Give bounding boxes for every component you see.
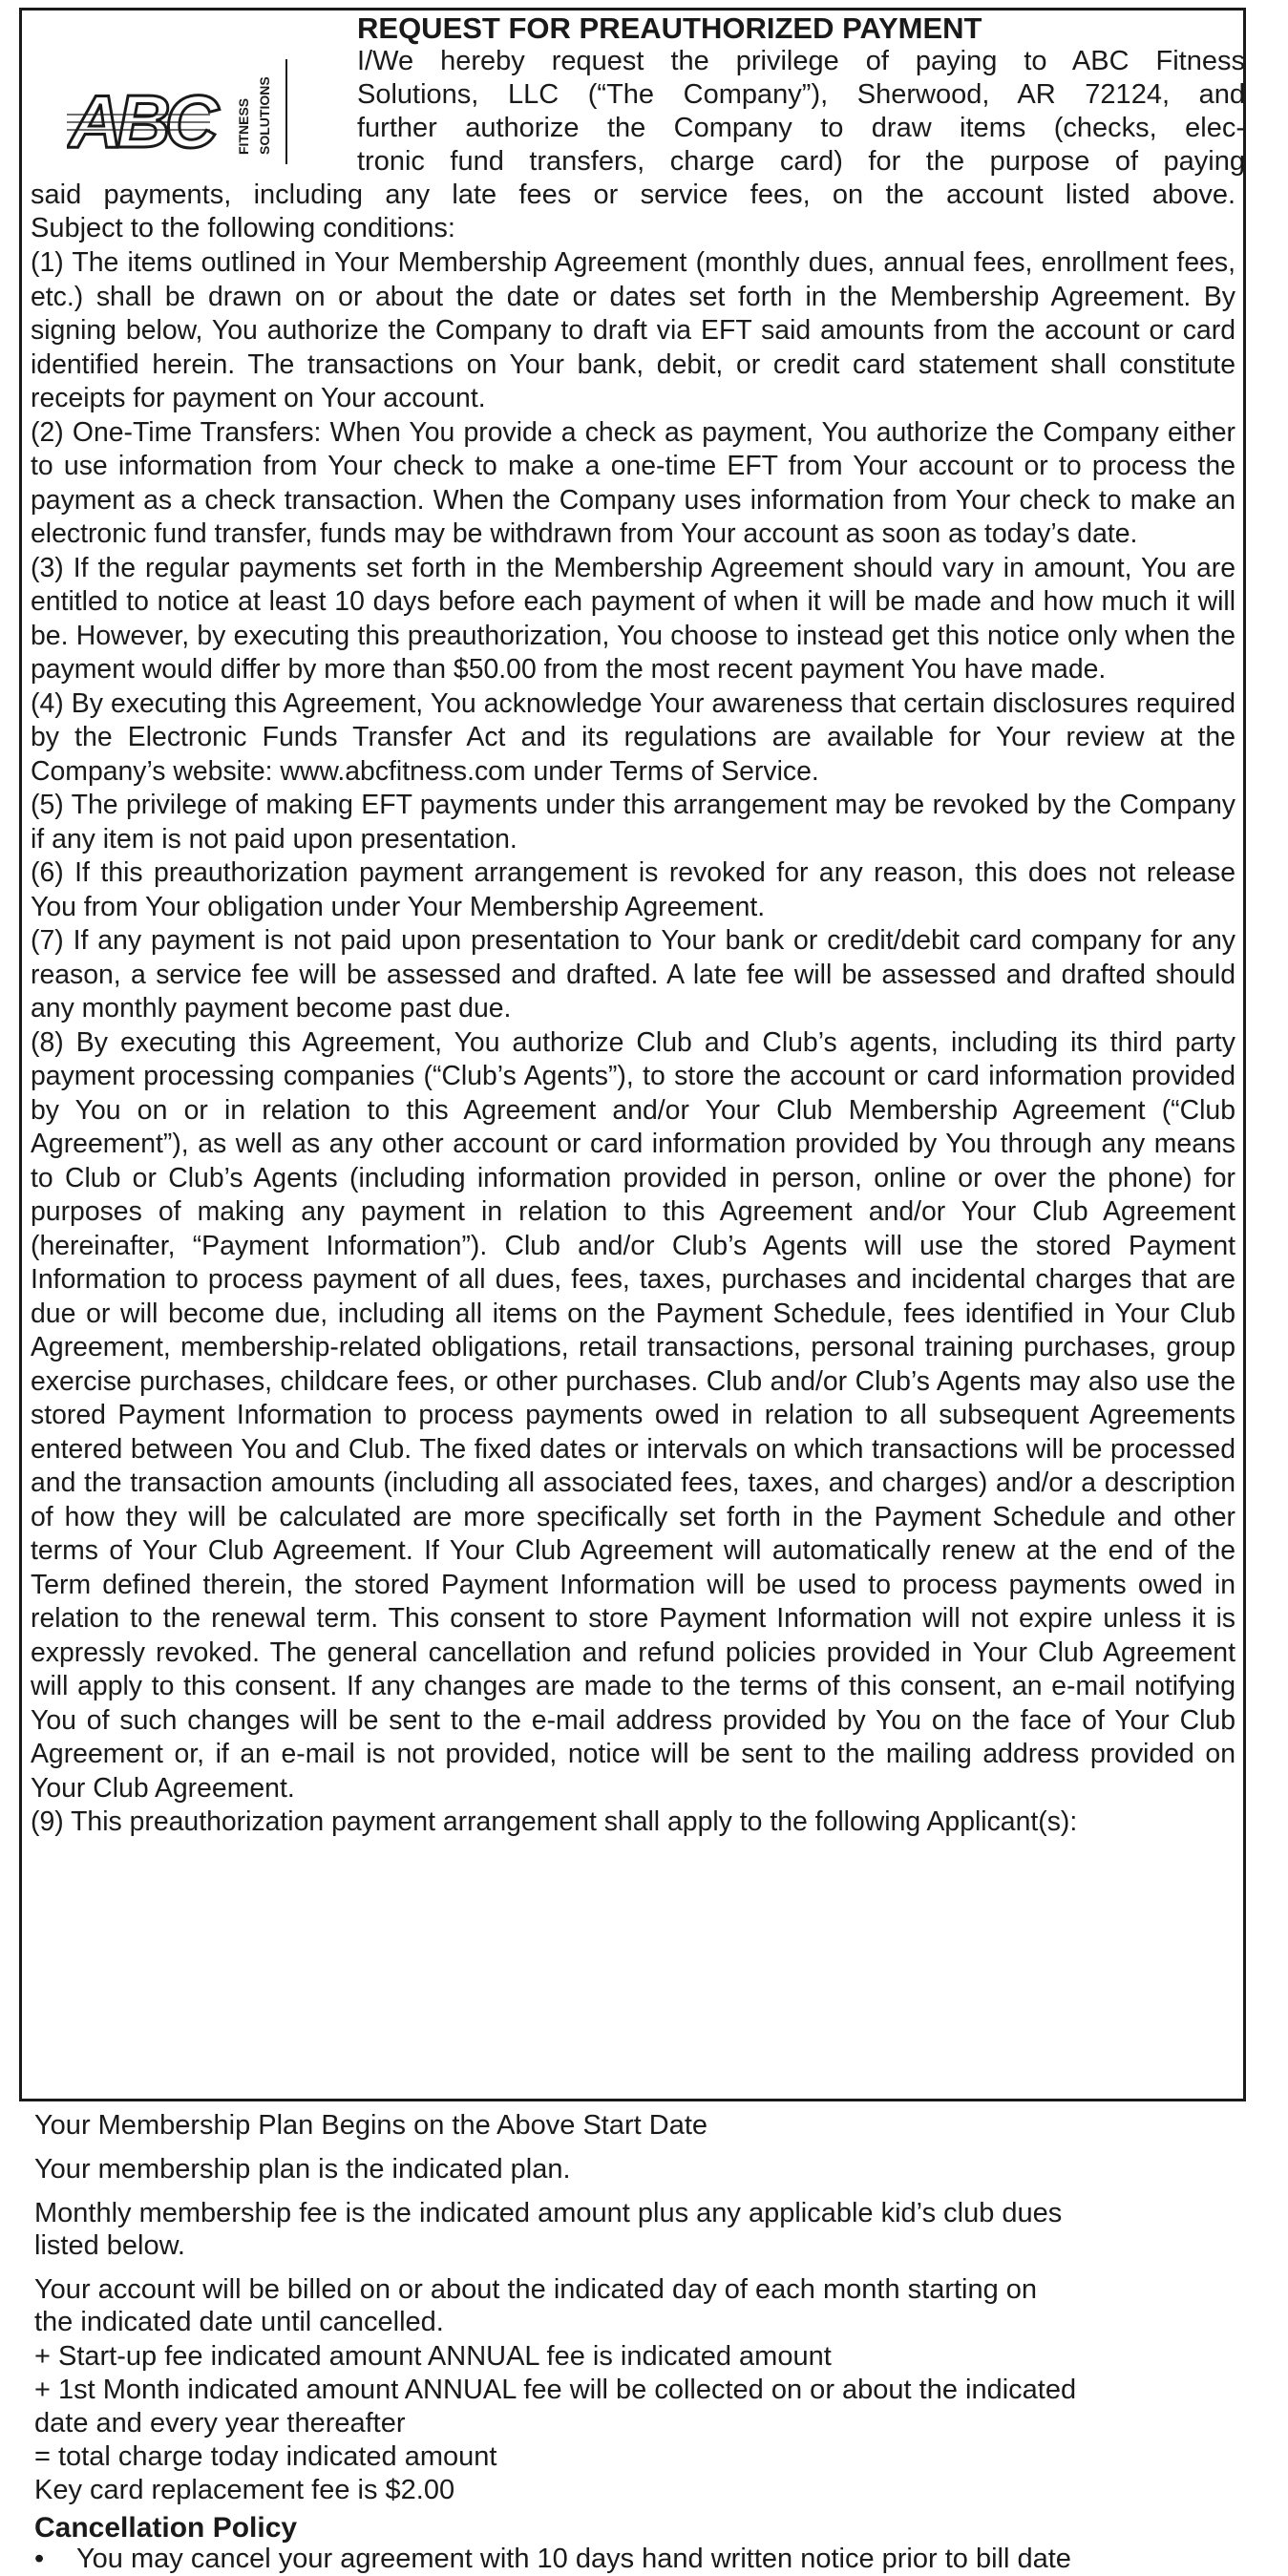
cancellation-item-1 — [34, 2544, 1247, 2575]
logo-side-line-1: FITNESS — [236, 97, 251, 155]
cancellation-item-text: You may cancel your agreement with 10 days hand written notice prior to bill date — [76, 2544, 1071, 2574]
membership-line-11: Key card replacement fee is $2.00 — [34, 2475, 455, 2505]
membership-line-10: = total charge today indicated amount — [34, 2441, 497, 2472]
condition-8: (8) By executing this Agreement, You authorize Club and Club’s agents, including its third party payment processing companies (“Club’s Agents”), to store the account or card information provided by You on or in relation to this Agreement and/or Your Club Membership Agreement (“Club Agreement”), as well as any other account or card information provided by You through any means to Club or Club’s Agents (including information provided in person, online or over the phone) for purposes of making any payment in relation to this Agreement and/or Your Club Agreement (hereinafter, “Payment Information”). Club and/or Club’s Agents will use the stored Payment Information to process payment of all dues, fees, taxes, purchases and incidental charges that are due or will become due, including all items on the Payment Schedule, fees identified in Your Club Agreement, membership-related obligations, retail transactions, personal training purchases, group exercise purchases, childcare fees, or other purchases. Club and/or Club’s Agents may also use the stored Payment Information to process payments owed in relation to all subsequent Agreements entered between You and Club. The fixed dates or intervals on which transactions will be processed and the transaction amounts (including all associated fees, taxes, and charges) and/or a description of how they will be calculated are more specifically set forth in the Payment Schedule and other terms of Your Club Agreement. If Your Club Agreement will automatically renew at the end of the Term defined therein, the stored Payment Information will be used to process payments owed in relation to the renewal term. This consent to store Payment Information will not expire unless it is expressly revoked. The general cancellation and refund policies provided in Your Club Agreement will apply to this consent. If any changes are made to the terms of this consent, an e-mail notifying You of such changes will be sent to the e-mail address provided by You on the face of Your Club Agreement or, if an e-mail is not provided, notice will be sent to the mailing address provided on Your Club Agreement. — [31, 1026, 1235, 1804]
bullet-icon: • — [34, 2544, 45, 2574]
condition-1: (1) The items outlined in Your Membership Agreement (monthly dues, annual fees, enrollment fees, etc.) shall be drawn on or about the date or dates set forth in the Membership Agreement. By signing below, You authorize the Company to draft via EFT said amounts from the account or card identified herein. The transactions on Your bank, debit, or credit card statement shall constitute receipts for payment on Your account. — [31, 247, 1235, 413]
cancellation-heading: Cancellation Policy — [34, 2512, 298, 2544]
condition-5: (5) The privilege of making EFT payments under this arrangement may be revoked by the Company if any item is not paid upon presentation. — [31, 790, 1235, 855]
conditions-heading: Subject to the following conditions: — [31, 213, 455, 243]
form-title: REQUEST FOR PREAUTHORIZED PAYMENT — [357, 11, 982, 45]
logo-wordmark: ABC — [69, 79, 213, 163]
intro-line-2: Solutions, LLC (“The Company”), Sherwood, AR 72124, and — [357, 79, 1245, 110]
membership-line-4: listed below. — [34, 2230, 185, 2261]
logo-side-line-2: SOLUTIONS — [257, 76, 272, 155]
membership-line-1: Your Membership Plan Begins on the Above Start Date — [34, 2110, 708, 2141]
membership-line-5: Your account will be billed on or about the indicated day of each month starting on — [34, 2274, 1038, 2305]
condition-4: (4) By executing this Agreement, You acknowledge Your awareness that certain disclosures required by the Electronic Funds Transfer Act and its regulations are available for Your review at the Company’s website: www.abcfitness.com under Terms of Service. — [31, 687, 1235, 787]
membership-line-2: Your membership plan is the indicated plan. — [34, 2154, 571, 2185]
membership-line-3: Monthly membership fee is the indicated amount plus any applicable kid’s club dues — [34, 2198, 1063, 2228]
intro-line-4: tronic fund transfers, charge card) for the purpose of paying — [357, 146, 1245, 177]
condition-2: (2) One-Time Transfers: When You provide a check as payment, You authorize the Company either to use information from Your check to make a one-time EFT from Your account or to process the payment as a check transaction. When the Company uses information from Your check to make an electronic fund transfer, funds may be withdrawn from Your account as soon as today’s date. — [31, 416, 1235, 549]
membership-line-7: + Start-up fee indicated amount ANNUAL fee is indicated amount — [34, 2341, 832, 2372]
membership-line-8: + 1st Month indicated amount ANNUAL fee will be collected on or about the indicated — [34, 2375, 1077, 2405]
condition-9: (9) This preauthorization payment arrangement shall apply to the following Applicant(s): — [31, 1806, 1078, 1837]
abc-fitness-logo — [67, 55, 323, 168]
condition-6: (6) If this preauthorization payment arrangement is revoked for any reason, this does not release You from Your obligation under Your Membership Agreement. — [31, 857, 1235, 922]
condition-3: (3) If the regular payments set forth in the Membership Agreement should vary in amount, You are entitled to notice at least 10 days before each payment of when it will be made and how much it will be. However, by executing this preauthorization, You choose to instead get this notice only when the payment would differ by more than $50.00 from the most recent payment You have made. — [31, 552, 1235, 685]
membership-line-9: date and every year thereafter — [34, 2408, 406, 2439]
membership-line-6: the indicated date until cancelled. — [34, 2307, 444, 2337]
intro-line-3: further authorize the Company to draw items (checks, elec- — [357, 113, 1245, 143]
conditions-list — [31, 246, 1235, 1840]
intro-line-1: I/We hereby request the privilege of paying to ABC Fitness — [357, 46, 1245, 76]
condition-7: (7) If any payment is not paid upon presentation to Your bank or credit/debit card company for any reason, a service fee will be assessed and drafted. A late fee will be assessed and drafted should any monthly payment become past due. — [31, 925, 1235, 1024]
intro-line-5: said payments, including any late fees or service fees, on the account listed above. — [31, 179, 1235, 210]
